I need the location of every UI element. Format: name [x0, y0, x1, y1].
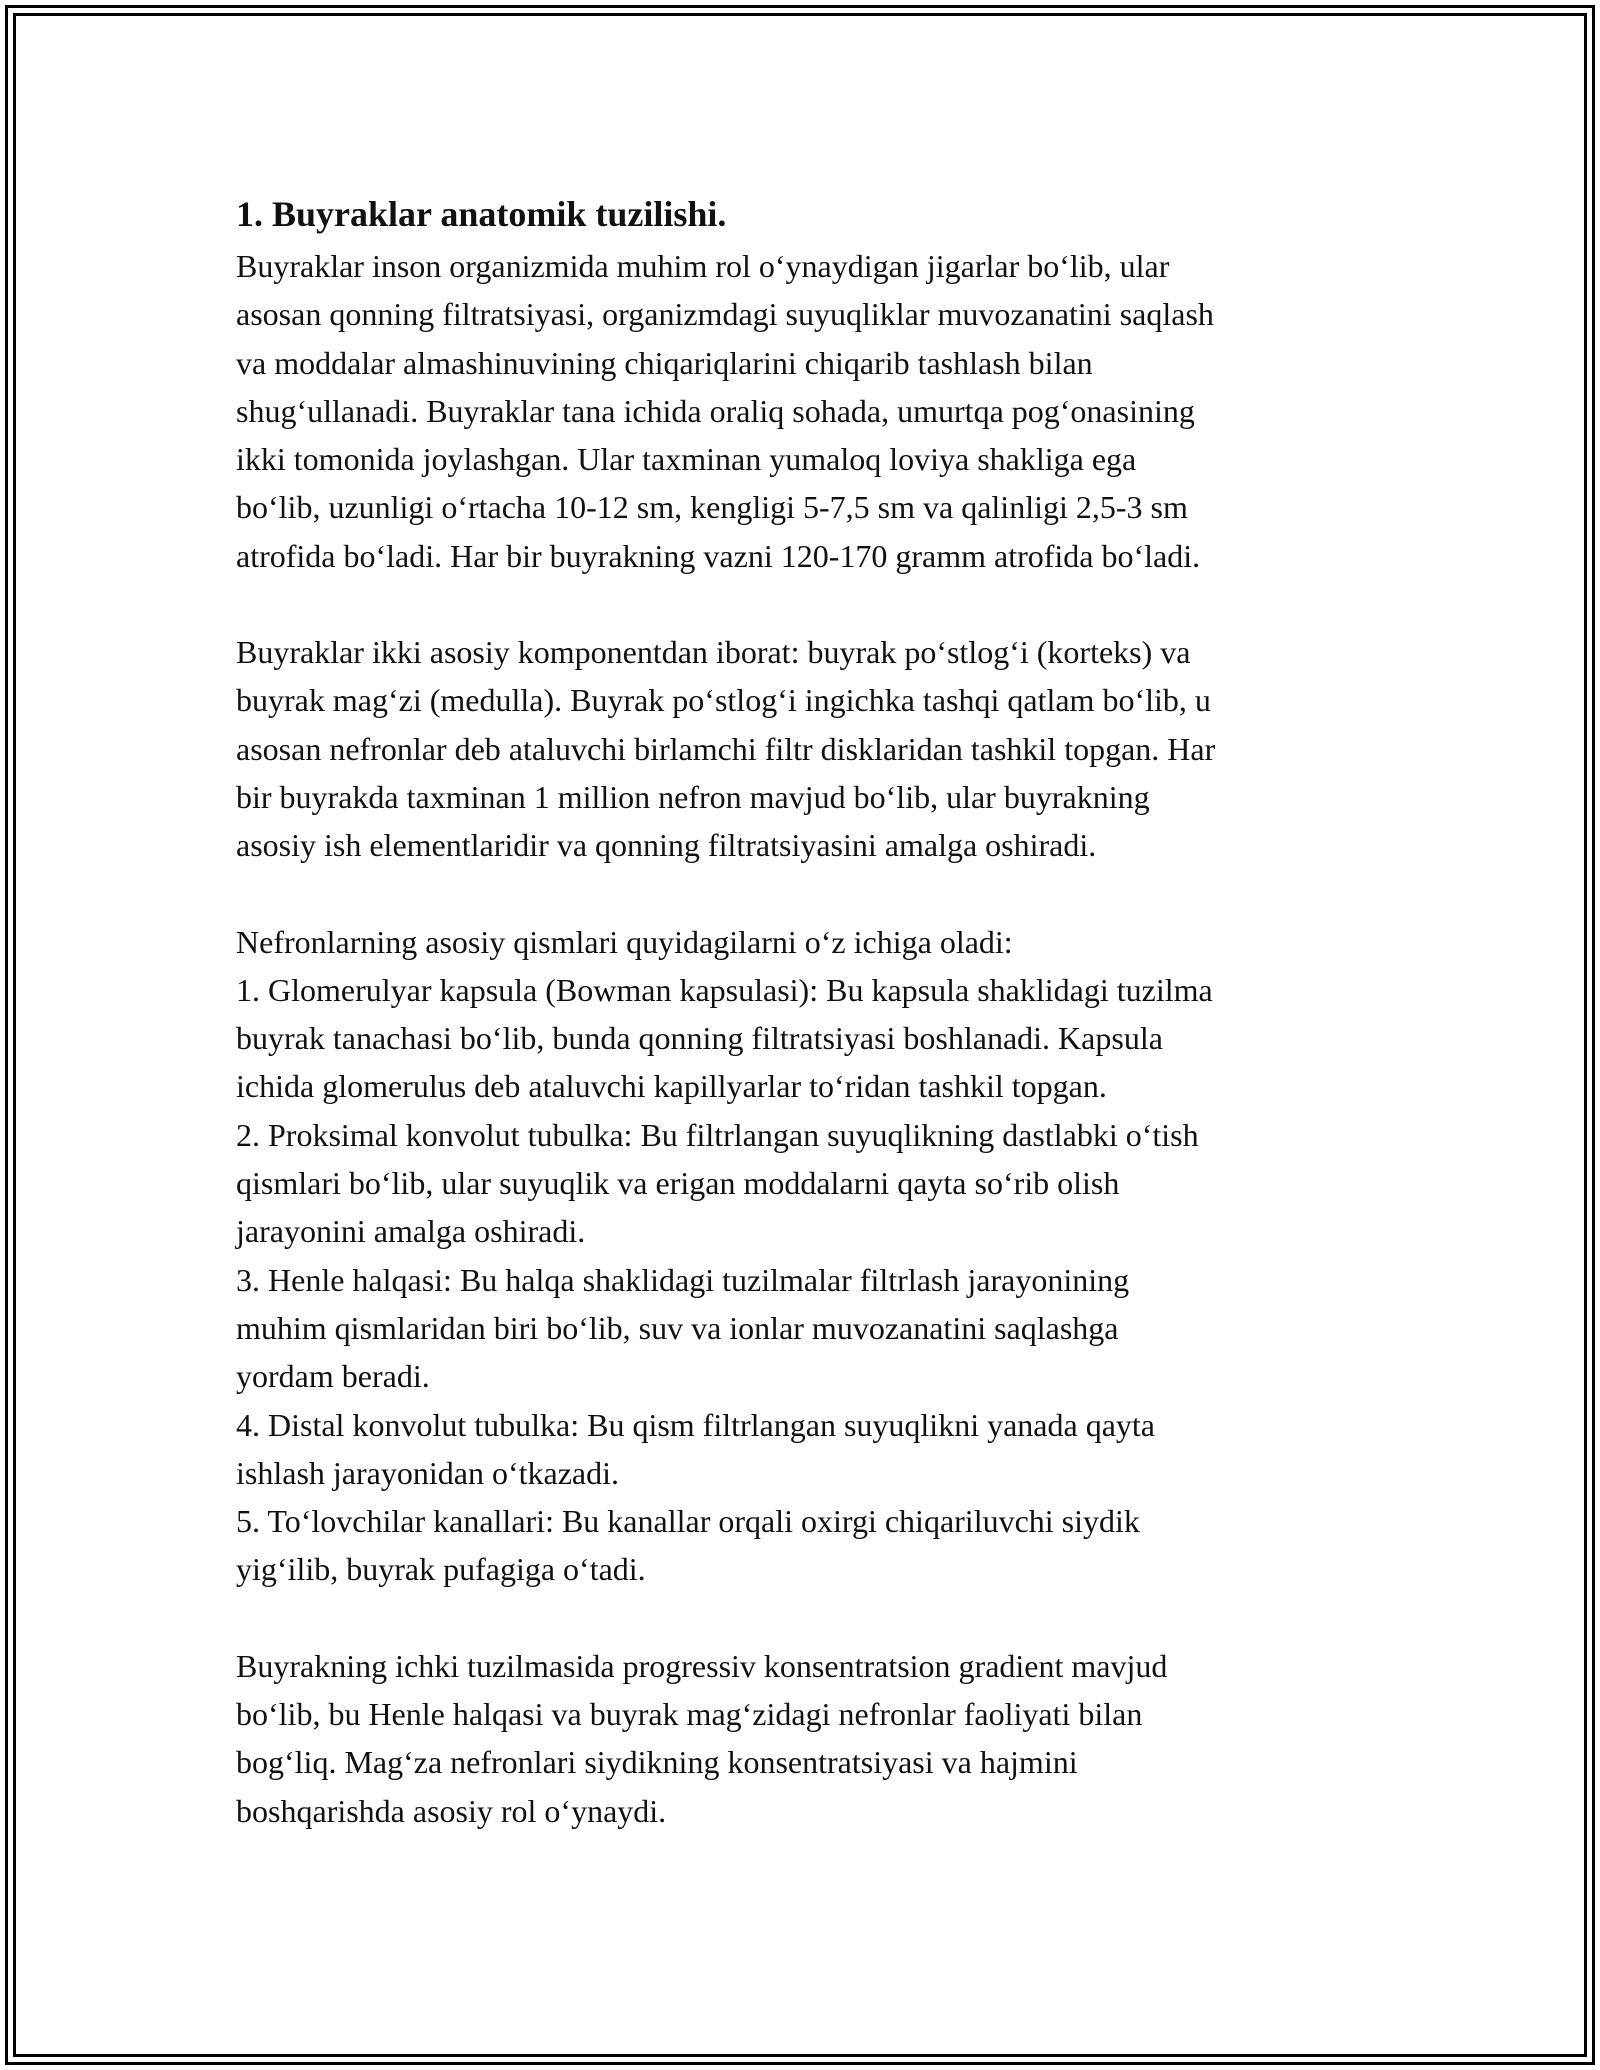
- text-line: qismlari bo‘lib, ular suyuqlik va erigan moddalarni qayta so‘rib olish: [236, 1165, 1120, 1202]
- text-line: asosan nefronlar deb ataluvchi birlamchi filtr disklaridan tashkil topgan. Har: [236, 730, 1216, 767]
- text-line: ichida glomerulus deb ataluvchi kapillyarlar to‘ridan tashkil topgan.: [236, 1068, 1107, 1105]
- text-line: 2. Proksimal konvolut tubulka: Bu filtrlangan suyuqlikning dastlabki o‘tish: [236, 1116, 1199, 1153]
- document-body: [236, 187, 1366, 1835]
- text-line: Buyraklar inson organizmida muhim rol o‘ynaydigan jigarlar bo‘lib, ular: [236, 248, 1170, 284]
- paragraph: [236, 1642, 1366, 1835]
- text-line: ikki tomonida joylashgan. Ular taxminan yumaloq loviya shakliga ega: [236, 441, 1137, 478]
- text-line: boshqarishda asosiy rol o‘ynaydi.: [236, 1792, 667, 1829]
- text-line: 4. Distal konvolut tubulka: Bu qism filtrlangan suyuqlikni yanada qayta: [236, 1406, 1155, 1443]
- text-line: Buyrakning ichki tuzilmasida progressiv konsentratsion gradient mavjud: [236, 1647, 1168, 1684]
- text-line: 1. Glomerulyar kapsula (Bowman kapsulasi): Bu kapsula shaklidagi tuzilma: [236, 971, 1213, 1008]
- text-line: yig‘ilib, buyrak pufagiga o‘tadi.: [236, 1551, 646, 1588]
- text-line: Buyraklar ikki asosiy komponentdan iborat: buyrak po‘stlog‘i (korteks) va: [236, 634, 1191, 671]
- text-line: Nefronlarning asosiy qismlari quyidagilarni o‘z ichiga oladi:: [236, 923, 1013, 960]
- text-line: bo‘lib, bu Henle halqasi va buyrak mag‘zidagi nefronlar faoliyati bilan: [236, 1696, 1143, 1733]
- text-line: buyrak tanachasi bo‘lib, bunda qonning filtratsiyasi boshlanadi. Kapsula: [236, 1020, 1163, 1057]
- text-line: atrofida bo‘ladi. Har bir buyrakning vazni 120-170 gramm atrofida bo‘ladi.: [236, 537, 1201, 574]
- paragraph: [236, 242, 1366, 580]
- paragraph: [236, 918, 1366, 1594]
- text-line: asosiy ish elementlaridir va qonning filtratsiyasini amalga oshiradi.: [236, 827, 1097, 864]
- section-heading: 1. Buyraklar anatomik tuzilishi.: [236, 194, 727, 234]
- text-line: muhim qismlaridan biri bo‘lib, suv va ionlar muvozanatini saqlashga: [236, 1309, 1119, 1346]
- text-line: va moddalar almashinuvining chiqariqlarini chiqarib tashlash bilan: [236, 344, 1093, 381]
- text-line: bir buyrakda taxminan 1 million nefron mavjud bo‘lib, ular buyrakning: [236, 778, 1150, 815]
- paragraphs: [236, 242, 1366, 1835]
- text-line: bog‘liq. Mag‘za nefronlari siydikning konsentratsiyasi va hajmini: [236, 1744, 1078, 1781]
- text-line: asosan qonning filtratsiyasi, organizmdagi suyuqliklar muvozanatini saqlash: [236, 296, 1214, 333]
- text-line: yordam beradi.: [236, 1358, 430, 1395]
- text-line: 5. To‘lovchilar kanallari: Bu kanallar orqali oxirgi chiqariluvchi siydik: [236, 1503, 1140, 1540]
- text-line: jarayonini amalga oshiradi.: [236, 1213, 586, 1250]
- text-line: 3. Henle halqasi: Bu halqa shaklidagi tuzilmalar filtrlash jarayonining: [236, 1261, 1130, 1298]
- text-line: shug‘ullanadi. Buyraklar tana ichida oraliq sohada, umurtqa pog‘onasining: [236, 392, 1195, 429]
- text-line: bo‘lib, uzunligi o‘rtacha 10-12 sm, kengligi 5-7,5 sm va qalinligi 2,5-3 sm: [236, 489, 1188, 526]
- text-line: buyrak mag‘zi (medulla). Buyrak po‘stlog‘i ingichka tashqi qatlam bo‘lib, u: [236, 682, 1211, 719]
- text-line: ishlash jarayonidan o‘tkazadi.: [236, 1454, 619, 1491]
- paragraph: [236, 628, 1366, 869]
